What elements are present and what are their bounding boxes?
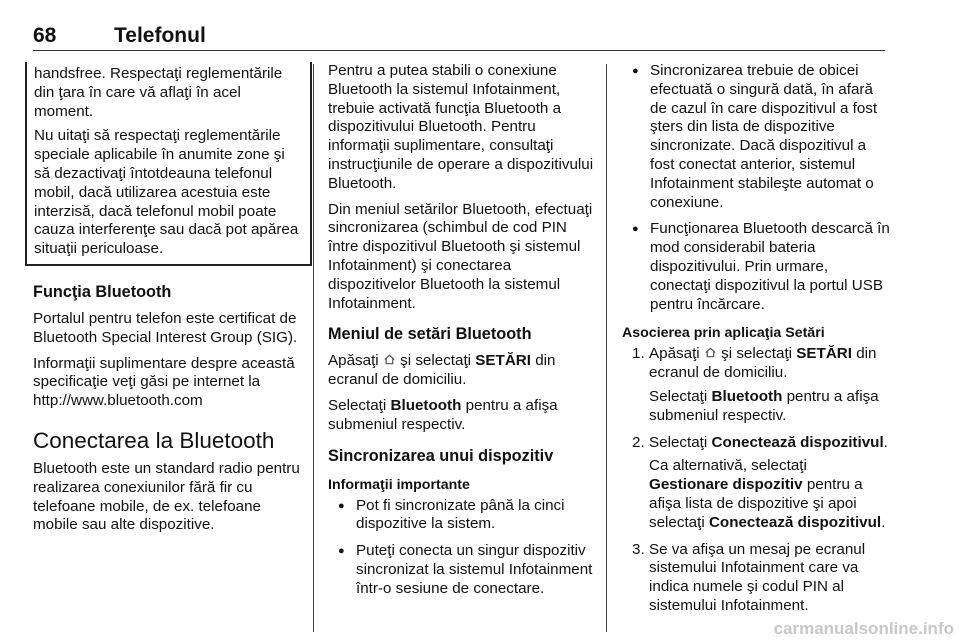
warning-paragraph-1: handsfree. Respectaţi reglementările din ţara în care vă aflaţi în acel moment. [34, 65, 283, 120]
warning-paragraph-2: Nu uitaţi să respectaţi reglementările speciale aplicabile în anumite zone şi să dezactivaţi întotdeauna telefonul mobil, dacă utilizarea acestuia este interzisă, dacă telefonul mobil poate cauza interferenţe sau dacă pot apărea situaţii periculoase. [34, 127, 299, 258]
connecting-paragraph: Bluetooth este un standard radio pentru realizarea conexiunilor fără fir cu telefoane mobile, de ex. telefoane mobile sau alte dispozitive. [33, 459, 300, 534]
important-info-list [328, 497, 594, 599]
page-title: Telefonul [114, 24, 206, 47]
important-info-heading: Informaţii importante [328, 476, 470, 493]
list-item: ● Funcţionarea Bluetooth descarcă în mod considerabil bateria dispozitivului. Prin urmare, conectaţi dispozitivul la portul USB pentru încărcare. [622, 220, 890, 314]
step-item: 2. Selectaţi Conectează dispozitivul. Ca alternativă, selectaţi Gestionare dispozitiv pentru a afişa lista de dispozitive şi apoi selectaţi Conectează dispozitivul. [632, 433, 888, 531]
bluetooth-paragraph-2: Informaţii suplimentare despre această specificaţie veţi găsi pe internet la http://www.bluetooth.com [33, 354, 295, 410]
list-item: ● Puteţi conecta un singur dispozitiv sincronizat la sistemul Infotainment într-o sesiune de conectare. [328, 542, 594, 598]
col2-paragraph-1: Pentru a putea stabili o conexiune Bluetooth la sistemul Infotainment, trebuie activată funcţia Bluetooth a dispozitivului Bluetooth. Pentru informaţii suplimentare, consultaţi instrucţiunile de operare a dispozitivului Bluetooth. [328, 62, 594, 192]
home-icon [704, 346, 717, 359]
step-item: 3. Se va afişa un mesaj pe ecranul sistemului Infotainment care va indica numele şi codul PIN al sistemului Infotainment. [632, 540, 866, 614]
list-item: ● Sincronizarea trebuie de obicei efectuată o singură dată, în afară de cazul în care dispozitivul a fost şters din lista de dispozitive sincronizate. Dacă dispozitivul a fost conectat anterior, sistemul Infotainment stabileşte automat o conexiune. [622, 62, 890, 212]
menu-instruction-1: Apăsaţi şi selectaţi SETĂRI din ecranul de domiciliu. [328, 352, 556, 389]
column-3 [622, 62, 890, 624]
header-rule [33, 50, 885, 51]
page-number: 68 [33, 24, 57, 47]
col2-paragraph-2: Din meniul setărilor Bluetooth, efectuaţi sincronizarea (schimbul de cod PIN între dispozitivul Bluetooth şi sistemul Infotainment) şi conectarea dispozitivelor Bluetooth la sistemul Infotainment. [328, 200, 593, 312]
connecting-heading: Conectarea la Bluetooth [33, 427, 275, 453]
menu-instruction-2: Selectaţi Bluetooth pentru a afişa submeniul respectiv. [328, 396, 558, 433]
watermark: carmanualsonline.info [773, 619, 954, 638]
bluetooth-function-heading: Funcţia Bluetooth [33, 282, 172, 301]
column-divider-2 [606, 64, 607, 632]
warning-box [25, 62, 312, 266]
column-divider-1 [313, 64, 314, 632]
pairing-steps [622, 345, 890, 615]
home-icon [383, 353, 396, 366]
bluetooth-settings-menu-heading: Meniul de setări Bluetooth [328, 325, 532, 344]
step-item: 1. Apăsaţi şi selectaţi SETĂRI din ecranul de domiciliu. Selectaţi Bluetooth pentru a afişa submeniul respectiv. [632, 345, 879, 424]
column-1 [33, 62, 301, 542]
pairing-notes-list [622, 62, 890, 314]
list-item: ● Pot fi sincronizate până la cinci dispozitive la sistem. [328, 497, 594, 535]
page-header [33, 24, 885, 50]
column-2 [328, 62, 594, 607]
bluetooth-paragraph-1: Portalul pentru telefon este certificat de Bluetooth Special Interest Group (SIG). [33, 309, 298, 346]
pairing-via-settings-heading: Asocierea prin aplicaţia Setări [622, 325, 825, 342]
pairing-heading: Sincronizarea unui dispozitiv [328, 446, 554, 465]
